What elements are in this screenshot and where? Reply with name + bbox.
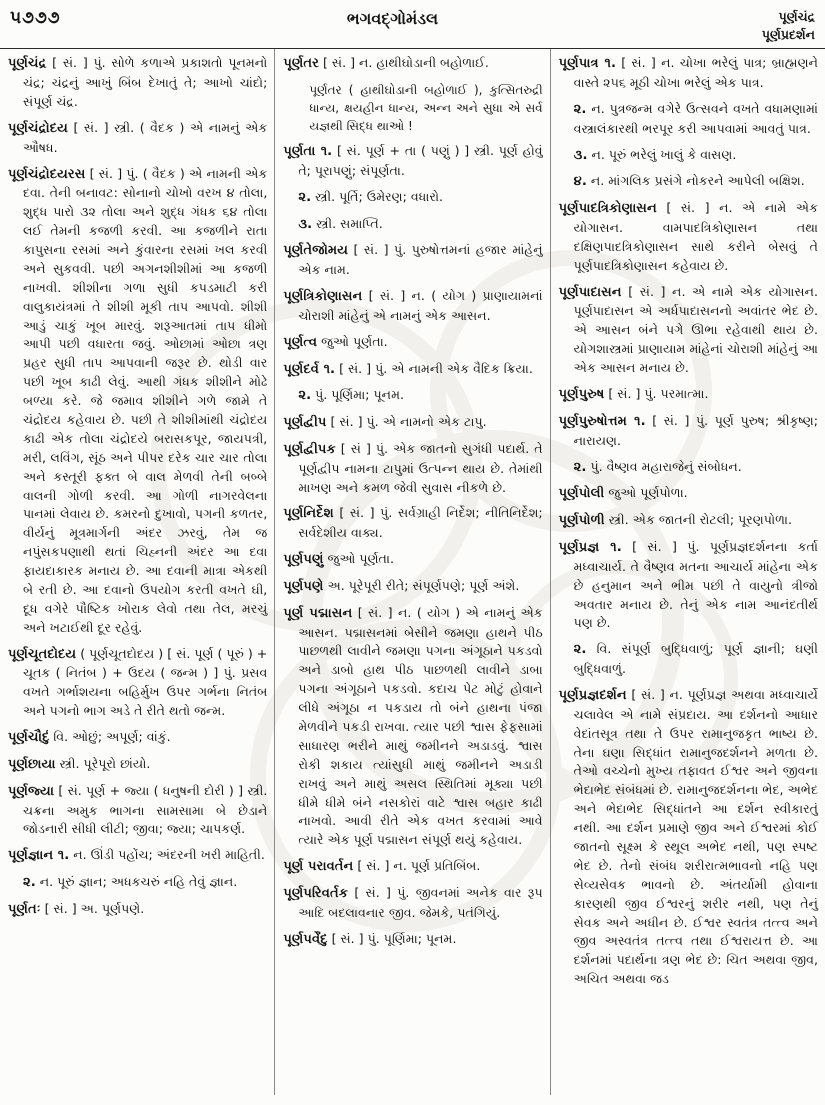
entry-paragraph xyxy=(8,645,267,721)
entry-paragraph xyxy=(559,484,818,504)
sense-paragraph xyxy=(559,458,818,478)
headword: પૂર્ણત્વ xyxy=(283,334,318,350)
headword: પૂર્ણત્રિકોણાસન xyxy=(283,289,363,305)
headword: ૨. xyxy=(23,875,36,891)
sense-paragraph xyxy=(8,873,267,893)
entry-text: ન. ઊંડી પહોંચ; અંદરની ખરી માહિતી. xyxy=(73,847,265,863)
entry-text: [ સં. ] પું. એ નામની એક વૈદિક ક્રિયા. xyxy=(339,360,533,376)
entry-paragraph xyxy=(283,504,542,543)
headword: પૂર્ણપાદાસન xyxy=(558,284,622,300)
headword: પૂર્ણ પદ્માસન xyxy=(283,605,353,621)
entry-paragraph xyxy=(283,413,542,433)
headword: પૂર્ણછાયા xyxy=(8,756,56,772)
entry-text: [ સં. ] પું. પૂર્ણપ્રજ્ઞદર્શનના કર્તા મધ્વાચાર્ય. તે વૈષ્ણવ મતના આચાર્ય માંહેના એક છે હનુમાન અને ભીમ પછી તે વાયુનો ત્રીજો અવતાર મનાય છે. તેનું એક નામ આનંદતીર્થ પણ છે. xyxy=(573,538,818,631)
headword: પૂર્ણ પરાવર્તન xyxy=(283,859,354,875)
entry-text: ( પૂર્ણચૂતદોદય ) [ સં. પૂર્ણ ( પૂરું ) + ચૂતક ( નિતંબ ) + ઉદય ( જન્મ ) ] પું. પ્રસવ વખતે ગર્ભાશયના બહિર્મુખ ઉપર ગર્ભના નિતંબ અને પગનો ભાગ અડે તે રીતે થતો જન્મ. xyxy=(23,645,268,719)
page-number: ૫૭૭૭ xyxy=(10,8,61,28)
entry-text: [ સં. પૂર્ણ + તા ( પણું ) ] સ્ત્રી. પૂર્ણ હોવું તે; પૂરાપણું; સંપૂર્ણતા. xyxy=(298,143,543,178)
entry-text: [ સં. ] પું. પરમાત્મા. xyxy=(608,386,709,402)
column-1 xyxy=(0,49,274,1095)
entry-paragraph xyxy=(8,755,267,775)
entry-paragraph xyxy=(8,782,267,840)
headword: પૂર્ણતેજોમય xyxy=(283,243,349,259)
entry-text: ન. પૂરું ભરેલું ખાલું કે વાસણ. xyxy=(591,146,737,162)
quote-paragraph xyxy=(283,81,542,135)
headword: પૂર્ણજ્યા xyxy=(8,783,55,799)
entry-text: પૂર્ણતર ( હાથીઘોડાની બહોળાઈ ), કુત્સિત ધાન્ય, ક્ષયહીન ધાન્ય, અન્ન અને સુધા એ સર્વ યજ્ઞથી સિદ્ધ થાઓ ! xyxy=(309,83,543,134)
headword: પૂર્ણનિર્દેશ xyxy=(283,506,334,522)
entry-paragraph xyxy=(559,54,818,93)
headword: ૪. xyxy=(573,174,587,190)
entry-text: જુઓ પૂર્ણપોળા. xyxy=(608,485,688,501)
headword: ૩. xyxy=(573,147,588,163)
entry-paragraph xyxy=(8,846,267,866)
headword: ૨. xyxy=(298,388,312,404)
entry-text: ન. પુત્રજન્મ વગેરે ઉત્સવને વખતે વધામણામાં વસ્ત્રાલંકારથી ભરપૂર કરી આપવામાં આવતું પાત્ર. xyxy=(573,100,818,136)
entry-text: સ્ત્રી. પૂરેપૂરો છાંયો. xyxy=(59,755,151,771)
entry-text: [ સં. ] પું. પૂર્ણિમા; પૂનમ. xyxy=(331,930,457,946)
entry-text: વિ. ઓછું; અપૂર્ણ; વાંકું. xyxy=(53,729,171,745)
headword: પૂર્ણપોલી xyxy=(558,486,605,502)
headword: પૂર્ણચંદ્રોદયરસ xyxy=(8,166,86,182)
entry-paragraph xyxy=(283,287,542,326)
entry-paragraph xyxy=(283,333,542,353)
entry-paragraph xyxy=(8,900,267,920)
entry-paragraph xyxy=(283,550,542,570)
headword: પૂર્ણચૌદું xyxy=(8,730,50,746)
entry-paragraph xyxy=(8,54,267,112)
entry-text: [ સં. ] પું. સોળે કળાએ પ્રકાશતો પૂનમનો ચંદ્ર; ચંદ્રનું આખું બિંબ દેખાતું તે; આખો ચાંદો; સંપૂર્ણ ચંદ્ર. xyxy=(23,55,268,109)
headword: પૂર્ણચૂતદોદય xyxy=(8,646,77,662)
headword: પૂર્ણપાત્ર ૧. xyxy=(558,56,616,72)
entry-paragraph xyxy=(559,199,818,275)
entry-paragraph xyxy=(283,54,542,74)
entry-text: [ સં ] પું. એક જાતનો સુગંધી પદાર્થ. તે પૂર્ણદ્વીપ નામના ટાપુમાં ઉત્પન્ન થાય છે. તેમાંથી માખણ અને કમળ જેવી સુવાસ નીકળે છે. xyxy=(298,440,543,495)
headword: ૨. xyxy=(573,642,587,658)
headword: પૂર્ણપુરુષોત્તમ ૧. xyxy=(558,413,646,429)
entry-paragraph xyxy=(8,119,267,158)
entry-text: સ્ત્રી. પૂર્તિ; ઉમેરણ; વધારો. xyxy=(315,188,444,204)
entry-text: જુઓ પૂર્ણતા. xyxy=(327,551,394,567)
entry-text: [ સં. ] પું. પુરુષોત્તમનાં હજાર માંહેનું એક નામ. xyxy=(298,242,543,278)
headword: પૂર્ણદર્વ ૧. xyxy=(283,361,336,377)
headword: પૂર્ણપ્રજ્ઞ ૧. xyxy=(558,539,622,555)
headword: ૨. xyxy=(573,459,587,475)
entry-paragraph xyxy=(283,857,542,877)
headword: પૂર્ણપણું xyxy=(283,552,324,568)
entry-paragraph xyxy=(283,241,542,280)
guide-word-top: પૂર્ણચંદ્ર xyxy=(778,9,815,24)
entry-paragraph xyxy=(8,728,267,748)
text-columns xyxy=(0,49,825,1095)
guide-word-bottom: પૂર્ણપ્રદર્શન xyxy=(761,27,815,43)
entry-text: વિ. સંપૂર્ણ બુદ્ધિવાળું; પૂર્ણ જ્ઞાની; ઘણી બુદ્ધિવાળું. xyxy=(573,641,818,677)
entry-paragraph xyxy=(283,440,542,498)
headword: પૂર્ણપર્વેંદુ xyxy=(283,931,328,947)
entry-paragraph xyxy=(283,142,542,181)
entry-text: [ સં. ] પું. જીવનમાં અનેક વાર રૂપ આદિ બદલાવનાર જીવ. જેમકે, પતંગિયું. xyxy=(298,885,543,920)
sense-paragraph xyxy=(559,100,818,139)
entry-text: [ સં. ] ન. ચોખા ભરેલું પાત્ર; બ્રાહ્મણને વાસ્તે ૨૫૬ મૂઠી ચોખા ભરેલું એક પાત્ર. xyxy=(573,55,818,91)
page-header xyxy=(0,0,825,44)
header-divider xyxy=(0,48,825,49)
entry-text: [ સં. ] પું. એ નામનો એક ટાપુ. xyxy=(330,414,487,430)
column-2 xyxy=(274,49,549,1095)
quote-attribution: રુદ્રી xyxy=(523,83,543,98)
sense-paragraph xyxy=(559,146,818,166)
entry-text: [ સં. ] પું. પૂર્ણ પુરુષ; શ્રીકૃષ્ણ; નારાયણ. xyxy=(573,412,818,448)
entry-text: જુઓ પૂર્ણતા. xyxy=(321,333,388,349)
headword: પૂર્ણપાદત્રિકોણાસન xyxy=(558,201,657,217)
entry-paragraph xyxy=(559,511,818,531)
headword: ૨. xyxy=(298,189,312,205)
entry-text: [ સં. ] પું. સર્વગ્રાહી નિર્દેશ; નીતિનિર્દેશ; સર્વદેશીય વાક્ય. xyxy=(298,505,543,541)
entry-text: ન. માંગલિક પ્રસંગે નોકરને આપેલી બક્ષિશ. xyxy=(590,173,805,189)
entry-paragraph xyxy=(559,385,818,405)
entry-paragraph xyxy=(283,884,542,923)
entry-text: સ્ત્રી. સમાપ્તિ. xyxy=(316,215,383,231)
sense-paragraph xyxy=(559,172,818,192)
headword: પૂર્ણપણે xyxy=(283,578,324,594)
column-3 xyxy=(550,49,825,1095)
entry-paragraph xyxy=(559,412,818,451)
sense-paragraph xyxy=(283,386,542,406)
guide-words xyxy=(655,8,815,44)
entry-text: [ સં. ] સ્ત્રી. ( વૈદક ) એ નામનું એક ઔષધ. xyxy=(23,119,268,155)
entry-text: [ સં. ] ન. પૂર્ણ પ્રતિબિંબ. xyxy=(357,858,481,874)
entry-text: [ સં. ] પું. ( વૈદક ) એ નામની એક દવા. તેની બનાવટ: સોનાનો ચોખો વરખ ૪ તોલા, શુદ્ધ પારો ૩૨ તોલા અને શુદ્ધ ગંધક ૬૪ તોલા લઈ તેમની કજળી કરવી. આ કજળીને રાતા કાપુસના રસમાં અને કુંવારના રસમાં ખલ કરવી અને સુકવવી. પછી અગનશીશીમાં આ કજળી નાખવી. શીશીના ગળા સુધી કપડમાટી કરી વાલુકાયંત્રમાં તે શીશી મૂકી તાપ આપવો. શીશી આડું ચાકું ખૂબ મારવું. શરૂઆતમાં તાપ ધીમો આપી પછી વધારતા જવું. ઓછામાં ઓછા ત્રણ પ્રહર સુધી તાપ આપવાની જરૂર છે. થોડી વાર પછી ખૂબ કાઢી લેવું. આથી ગંધક શીશીને મોઢે બળ્યા કરે. જે જમાવ શીશીને ગળે જામે તે ચંદ્રોદય કહેવાય છે. પછી તે શીશીમાંથી ચંદ્રોદય કાઢી એક તોલા ચંદ્રોદયે બરાસકપૂર, જાયપત્રી, મરી, લવિંગ, સૂંઠ અને પીપર દરેક ચાર ચાર તોલા અને કસ્તૂરી ફક્ત બે વાલ મેળવી તેની બબ્બે વાલની ગોળી કરવી. આ ગોળી નાગરવેલના પાનમાં લેવાય છે. કમરનો દુખાવો, પગની કળતર, વીર્યનું મૂત્રમાર્ગની અંદર ઝરવું, તેમ જ નપુંસકપણાથી થતાં ચિહ્નની અંદર આ દવા ફાયદાકારક મનાય છે. આ દવાની માત્રા એકથી બે રતી છે. આ દવાનો ઉપયોગ કરતી વખતે ઘી, દૂધ વગેરે પૌષ્ટિક ખોરાક લેવો તથા તેલ, મરચું અને ખટાઈથી દૂર રહેવું. xyxy=(23,165,268,635)
entry-text: [ સં. ] ન. ( યોગ ) પ્રાણાયામનાં ચોરાશી માંહેનું એ નામનું એક આસન. xyxy=(298,288,543,323)
sense-paragraph xyxy=(559,640,818,679)
headword: પૂર્ણચંદ્ર xyxy=(8,56,47,72)
entry-paragraph xyxy=(559,538,818,633)
entry-text: [ સં. પૂર્ણ + જ્યા ( ધનુષની દોરી ) ] સ્ત્રી. ચક્રના અમુક ભાગના સામસામા બે છેડાને જોડનારી સીધી લીટી; જીવા; જ્યા; ચાપકર્ણ. xyxy=(23,782,268,837)
headword: પૂર્ણદ્વીપક xyxy=(283,441,336,457)
entry-text: પું. પૂર્ણિમા; પૂનમ. xyxy=(315,387,404,403)
entry-text: પું. વૈષ્ણવ મહારાજેનું સંબોધન. xyxy=(590,458,742,474)
headword: પૂર્ણતર xyxy=(283,56,319,72)
entry-text: ન. પૂરું જ્ઞાન; અધકચરું નહિ તેવું જ્ઞાન. xyxy=(39,874,238,890)
entry-paragraph xyxy=(283,930,542,950)
entry-paragraph xyxy=(559,283,818,378)
headword: પૂર્ણજ્ઞાન ૧. xyxy=(8,848,70,864)
headword: પૂર્ણપરિવર્તક xyxy=(283,886,349,902)
headword: પૂર્ણપ્રજ્ઞદર્શન xyxy=(558,687,627,703)
entry-paragraph xyxy=(559,686,818,989)
entry-text: [ સં. ] ન. હાથીઘોડાની બહોળાઈ. xyxy=(322,55,489,71)
book-title: ભગવદ્ગોમંડલ xyxy=(346,9,439,28)
entry-paragraph xyxy=(283,604,542,850)
entry-paragraph xyxy=(283,360,542,380)
entry-text: [ સં. ] અ. પૂર્ણપણે. xyxy=(44,900,145,916)
headword: ૨. xyxy=(573,101,587,117)
entry-text: [ સં. ] ન. પૂર્ણપ્રજ્ઞ અથવા મધ્વાચાર્યે ચલાવેલ એ નામે સંપ્રદાય. આ દર્શનનો આધાર વેદાંતસૂત્ર તથા તે ઉપર રામાનુજકૃત ભાષ્ય છે. તેના ઘણા સિદ્ધાંત રામાનુજદર્શનને મળતા છે. તેઓ વચ્ચેનો મુખ્ય તફાવત ઈશ્વર અને જીવના ભેદાભેદ સંબંધમાં છે. રામાનુજદર્શનના ભેદ, અભેદ અને ભેદાભેદ સિદ્ધાંતને આ દર્શન સ્વીકારતું નથી. આ દર્શન પ્રમાણે જીવ અને ઈશ્વરમાં કોઈ જાતનો સૂક્ષ્મ કે સ્થૂલ અભેદ નથી, પણ સ્પષ્ટ ભેદ છે. તેનો સંબંધ શરીરાત્મભાવનો નહિ પણ સેવ્યસેવક ભાવનો છે. અંતર્યામી હોવાના કારણથી જીવ ઈશ્વરનું શરીર નથી, પણ તેનું સેવક અને અધીન છે. ઈશ્વર સ્વતંત્ર તત્ત્વ અને જીવ અસ્વતંત્ર તત્ત્વ તથા ઈશ્વરાયત્ત છે. આ દર્શનમાં પદાર્થના ત્રણ ભેદ છે: ચિત અથવા જીવ, અચિત અથવા જડ xyxy=(573,686,818,987)
entry-text: અ. પૂરેપૂરી રીતે; સંપૂર્ણપણે; પૂર્ણ અંશે. xyxy=(327,577,520,593)
headword: પૂર્ણદ્વીપ xyxy=(283,415,327,431)
headword: પૂર્ણપોળી xyxy=(558,513,605,529)
entry-text: [ સં. ] ન. એ નામે એક યોગાસન. પૂર્ણપાદાસન એ અર્ધપાદાસનનો અવાંતર ભેદ છે. એ આસન બંને પગે ઊભા રહેવાથી થાય છે. યોગશાસ્ત્રમાં પ્રાણાયામ માંહેનાં ચોરાશી માંહેનું આ એક આસન મનાય છે. xyxy=(573,283,818,376)
entry-paragraph xyxy=(8,165,267,638)
headword: પૂર્ણતા ૧. xyxy=(283,144,333,160)
entry-paragraph xyxy=(283,577,542,597)
entry-text: [ સં. ] ન. ( યોગ ) એ નામનું એક આસન. પદ્માસનમાં બેસીને જમણા હાથને પીઠ પાછળથી લાવીને જમણા પગના અંગૂઠાને પકડવો અને ડાબો હાથ પીઠ પાછળથી લાવીને ડાબા પગના અંગૂઠાને પકડવો. કદાચ પેટ મોટું હોવાને લીધે અંગૂઠા ન પકડાય તો બંને હાથના પંજા મેળવીને પકડી રાખવા. ત્યાર પછી શ્વાસ ફેફસામાં સાધારણ ભરીને માથું જમીનને અડાડવું. શ્વાસ રોકી શકાય ત્યાંસુધી માથું જમીનને અડાડી રાખવું અને માથું અસલ સ્થિતિમાં મૂક્યા પછી ધીમે ધીમે બંને નસકોરાં વાટે શ્વાસ બહાર કાઢી નાખવો. આવી રીતે એક વખત કરવામાં આવે ત્યારે એક પૂર્ણ પદ્માસન સંપૂર્ણ થયું કહેવાય. xyxy=(298,604,543,848)
sense-paragraph xyxy=(283,215,542,235)
headword: પૂર્ણતઃ xyxy=(8,901,41,917)
entry-text: [ સં. ] ન. એ નામે એક યોગાસન. વામપાદત્રિકોણાસન તથા દક્ષિણપાદત્રિકોણાસન સાથે કરીને બેસવું તે પૂર્ણપાદત્રિકોણાસન કહેવાય છે. xyxy=(573,200,818,273)
headword: ૩. xyxy=(298,216,313,232)
entry-text: સ્ત્રી. એક જાતની રોટલી; પૂરણપોળા. xyxy=(608,512,793,528)
sense-paragraph xyxy=(283,188,542,208)
headword: પૂર્ણપુરુષ xyxy=(558,387,605,403)
headword: પૂર્ણચંદ્રોદય xyxy=(8,120,68,136)
